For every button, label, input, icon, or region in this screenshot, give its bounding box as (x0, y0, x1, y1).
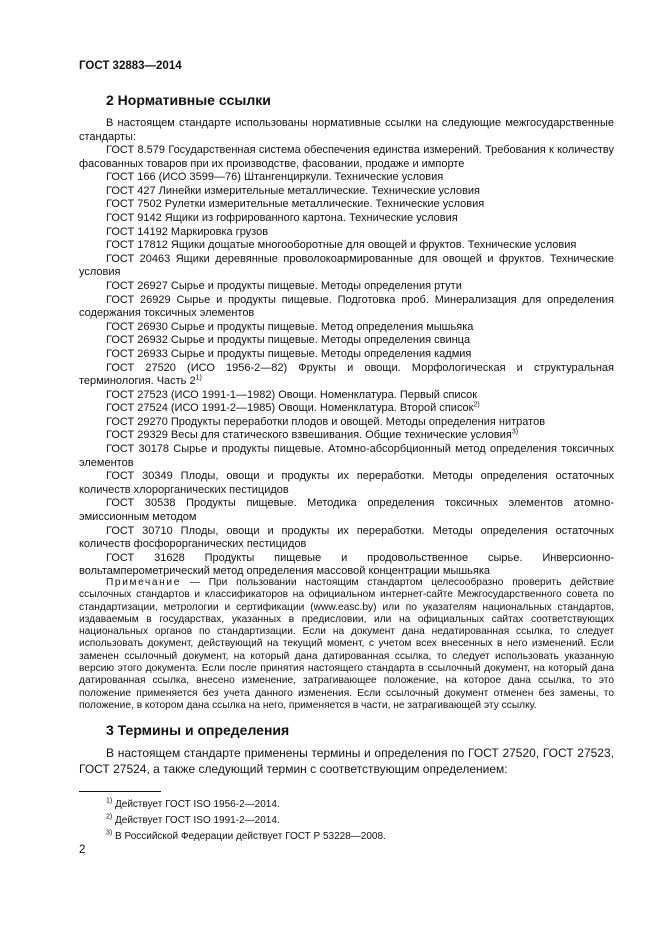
reference-text: ГОСТ 30178 Сырье и продукты пищевые. Атомно-абсорбционный метод определения токсичных элементов (79, 443, 614, 469)
footnotes (106, 797, 386, 845)
reference-text: ГОСТ 30538 Продукты пищевые. Методика определения токсичных элементов атомно-эмиссионным методом (79, 497, 614, 524)
note-block (79, 577, 614, 712)
reference-item (79, 280, 614, 294)
footnote-item (106, 797, 386, 813)
section-2-intro-text: В настоящем стандарте использованы нормативные ссылки на следующие межгосударственные стандарты: (79, 117, 614, 143)
reference-text: ГОСТ 427 Линейки измерительные металлические. Технические условия (106, 184, 480, 197)
section-2-title: 2 Нормативные ссылки (106, 92, 271, 108)
reference-item (79, 525, 614, 552)
reference-text: ГОСТ 27520 (ИСО 1956-2—82) Фрукты и овощи. Морфологическая и структуральная терминология. Часть 2 (79, 361, 614, 388)
footnote-text: Действует ГОСТ ISO 1991-2—2014. (112, 815, 280, 826)
normative-references-list (79, 144, 614, 579)
reference-item (79, 470, 614, 497)
reference-text: ГОСТ 14192 Маркировка грузов (106, 225, 269, 238)
footnote-item (106, 829, 386, 845)
reference-item (79, 321, 614, 335)
reference-text: ГОСТ 26932 Сырье и продукты пищевые. Методы определения свинца (106, 334, 471, 347)
reference-item (79, 362, 614, 389)
reference-text: ГОСТ 27523 (ИСО 1991-1—1982) Овощи. Номенклатура. Первый список (106, 388, 478, 401)
footnote-separator (79, 791, 161, 792)
reference-item (79, 552, 614, 579)
reference-item (79, 226, 614, 240)
section-3-intro-text: В настоящем стандарте применены термины и определения по ГОСТ 27520, ГОСТ 27523, ГОСТ 27524, а также следующий термин с соответствующим определением: (79, 746, 614, 776)
reference-text: ГОСТ 30349 Плоды, овощи и продукты их переработки. Методы определения остаточных количеств хлорорганических пестицидов (79, 470, 614, 496)
reference-item (79, 429, 614, 443)
note-paragraph (79, 577, 614, 712)
reference-text: ГОСТ 20463 Ящики деревянные проволокоармированные для овощей и фруктов. Технические условия (79, 252, 614, 279)
reference-item (79, 389, 614, 403)
section-3-intro (79, 745, 614, 777)
document-header: ГОСТ 32883—2014 (79, 60, 182, 72)
reference-text: ГОСТ 29270 Продукты переработки плодов и овощей. Методы определения нитратов (106, 415, 546, 428)
reference-text: ГОСТ 30710 Плоды, овощи и продукты их переработки. Методы определения остаточных количеств фосфорорганических пестицидов (79, 524, 614, 551)
section-3-title: 3 Термины и определения (106, 722, 290, 738)
note-label: Примечание (106, 577, 181, 588)
reference-item (79, 253, 614, 280)
reference-item (79, 198, 614, 212)
reference-item (79, 416, 614, 430)
reference-item (79, 443, 614, 470)
reference-item (79, 239, 614, 253)
reference-item (79, 212, 614, 226)
reference-item (79, 144, 614, 171)
footnote-marker: 1) (195, 374, 202, 382)
reference-text: ГОСТ 8.579 Государственная система обеспечения единства измерений. Требования к количеству фасованных товаров при их производстве, фасовании, продаже и импорте (79, 144, 614, 170)
footnote-mark: 2) (106, 813, 113, 821)
reference-text: ГОСТ 9142 Ящики из гофрированного картона. Технические условия (106, 211, 458, 224)
reference-text: ГОСТ 26927 Сырье и продукты пищевые. Методы определения ртути (106, 279, 462, 292)
reference-item (79, 185, 614, 199)
reference-text: ГОСТ 27524 (ИСО 1991-2—1985) Овощи. Номенклатура. Второй список (106, 402, 474, 415)
note-text: — При пользовании настоящим стандартом целесообразно проверить действие ссылочных стандартов и классификаторов на официальном интернет-сайте Межгосударственного совета по стандартизации, метрологии и сертификации (www.easc.by) или по указателям национальных стандартов, издаваемым в государствах, указанных в предисловии, или на официальных сайтах соответствующих национальных органов по стандартизации. Если на документ дана недатированная ссылка, то следует использовать документ, действующий на текущий момент, с учетом всех внесенных в него изменений. Если заменен ссылочный документ, на который дана датированная ссылка, то следует использовать указанную версию этого документа. Если после принятия настоящего стандарта в ссылочный документ, на который дана датированная ссылка, внесено изменение, затрагивающее положение, на которое дана ссылка, то это положение применяется без учета данного изменения. Если ссылочный документ отменен без замены, то положение, в котором дана ссылка на него, применяется в части, не затрагивающей эту ссылку. (79, 577, 614, 711)
footnote-mark: 3) (106, 829, 113, 837)
section-2-intro (79, 117, 614, 144)
reference-text: ГОСТ 7502 Рулетки измерительные металлические. Технические условия (106, 198, 485, 211)
reference-item (79, 402, 614, 416)
reference-item (79, 334, 614, 348)
footnote-marker: 2) (473, 401, 480, 409)
reference-text: ГОСТ 26930 Сырье и продукты пищевые. Метод определения мышьяка (106, 320, 474, 333)
reference-text: ГОСТ 31628 Продукты пищевые и продовольственное сырье. Инверсионно-вольтамперометрический метод определения массовой концентрации мышьяка (79, 551, 614, 578)
reference-item (79, 348, 614, 362)
reference-text: ГОСТ 17812 Ящики дощатые многооборотные для овощей и фруктов. Технические условия (106, 239, 577, 252)
footnote-text: Действует ГОСТ ISO 1956-2—2014. (112, 799, 280, 810)
reference-item (79, 497, 614, 524)
page-number: 2 (79, 844, 86, 856)
reference-text: ГОСТ 29329 Весы для статического взвешивания. Общие технические условия (106, 429, 512, 442)
footnote-item (106, 813, 386, 829)
reference-item (79, 294, 614, 321)
reference-item (79, 171, 614, 185)
footnote-mark: 1) (106, 797, 113, 805)
footnote-marker: 3) (511, 428, 519, 436)
reference-text: ГОСТ 26933 Сырье и продукты пищевые. Методы определения кадмия (106, 347, 472, 360)
reference-text: ГОСТ 26929 Сырье и продукты пищевые. Подготовка проб. Минерализация для определения содержания токсичных элементов (79, 293, 614, 320)
footnote-text: В Российской Федерации действует ГОСТ Р 53228—2008. (112, 831, 386, 842)
reference-text: ГОСТ 166 (ИСО 3599—76) Штангенциркули. Технические условия (106, 171, 444, 184)
